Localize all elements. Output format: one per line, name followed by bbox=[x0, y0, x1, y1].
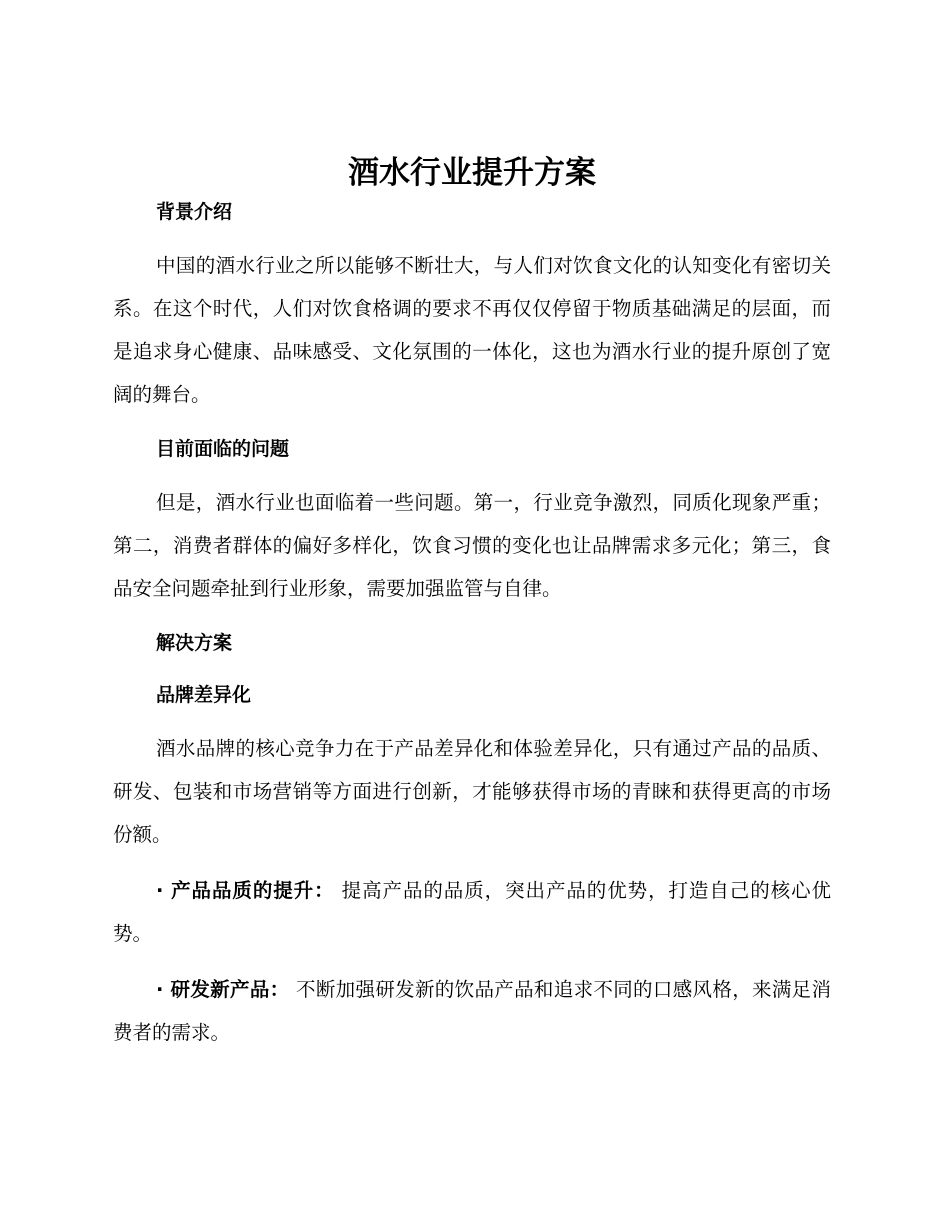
bullet-text-rnd: 不断加强研发新的饮品产品和追求不同的口感风格，来满足消费者的需求。 bbox=[113, 978, 831, 1044]
bullet-item-rnd bbox=[113, 968, 831, 1054]
section-heading-brand: 品牌差异化 bbox=[156, 684, 252, 706]
bullet-item-quality bbox=[113, 869, 831, 955]
section-heading-solutions: 解决方案 bbox=[156, 632, 233, 654]
document-body bbox=[113, 148, 831, 1054]
bullet-label-quality: · 产品品质的提升： bbox=[156, 879, 335, 902]
document-title: 酒水行业提升方案 bbox=[348, 155, 596, 191]
paragraph-brand: 酒水品牌的核心竞争力在于产品差异化和体验差异化，只有通过产品的品质、研发、包装和市场营销等方面进行创新，才能够获得市场的青睐和获得更高的市场份额。 bbox=[113, 737, 831, 846]
section-heading-problems: 目前面临的问题 bbox=[156, 438, 290, 460]
bullet-text-quality: 提高产品的品质，突出产品的优势，打造自己的核心优势。 bbox=[113, 879, 831, 945]
paragraph-background: 中国的酒水行业之所以能够不断壮大，与人们对饮食文化的认知变化有密切关系。在这个时代，人们对饮食格调的要求不再仅仅停留于物质基础满足的层面，而是追求身心健康、品味感受、文化氛围的一体化，这也为酒水行业的提升原创了宽阔的舞台。 bbox=[113, 254, 831, 406]
paragraph-problems: 但是，酒水行业也面临着一些问题。第一，行业竞争激烈，同质化现象严重；第二，消费者群体的偏好多样化，饮食习惯的变化也让品牌需求多元化；第三，食品安全问题牵扯到行业形象，需要加强监管与自律。 bbox=[113, 491, 831, 600]
section-heading-background: 背景介绍 bbox=[156, 201, 233, 223]
bullet-label-rnd: · 研发新产品： bbox=[156, 978, 290, 1001]
